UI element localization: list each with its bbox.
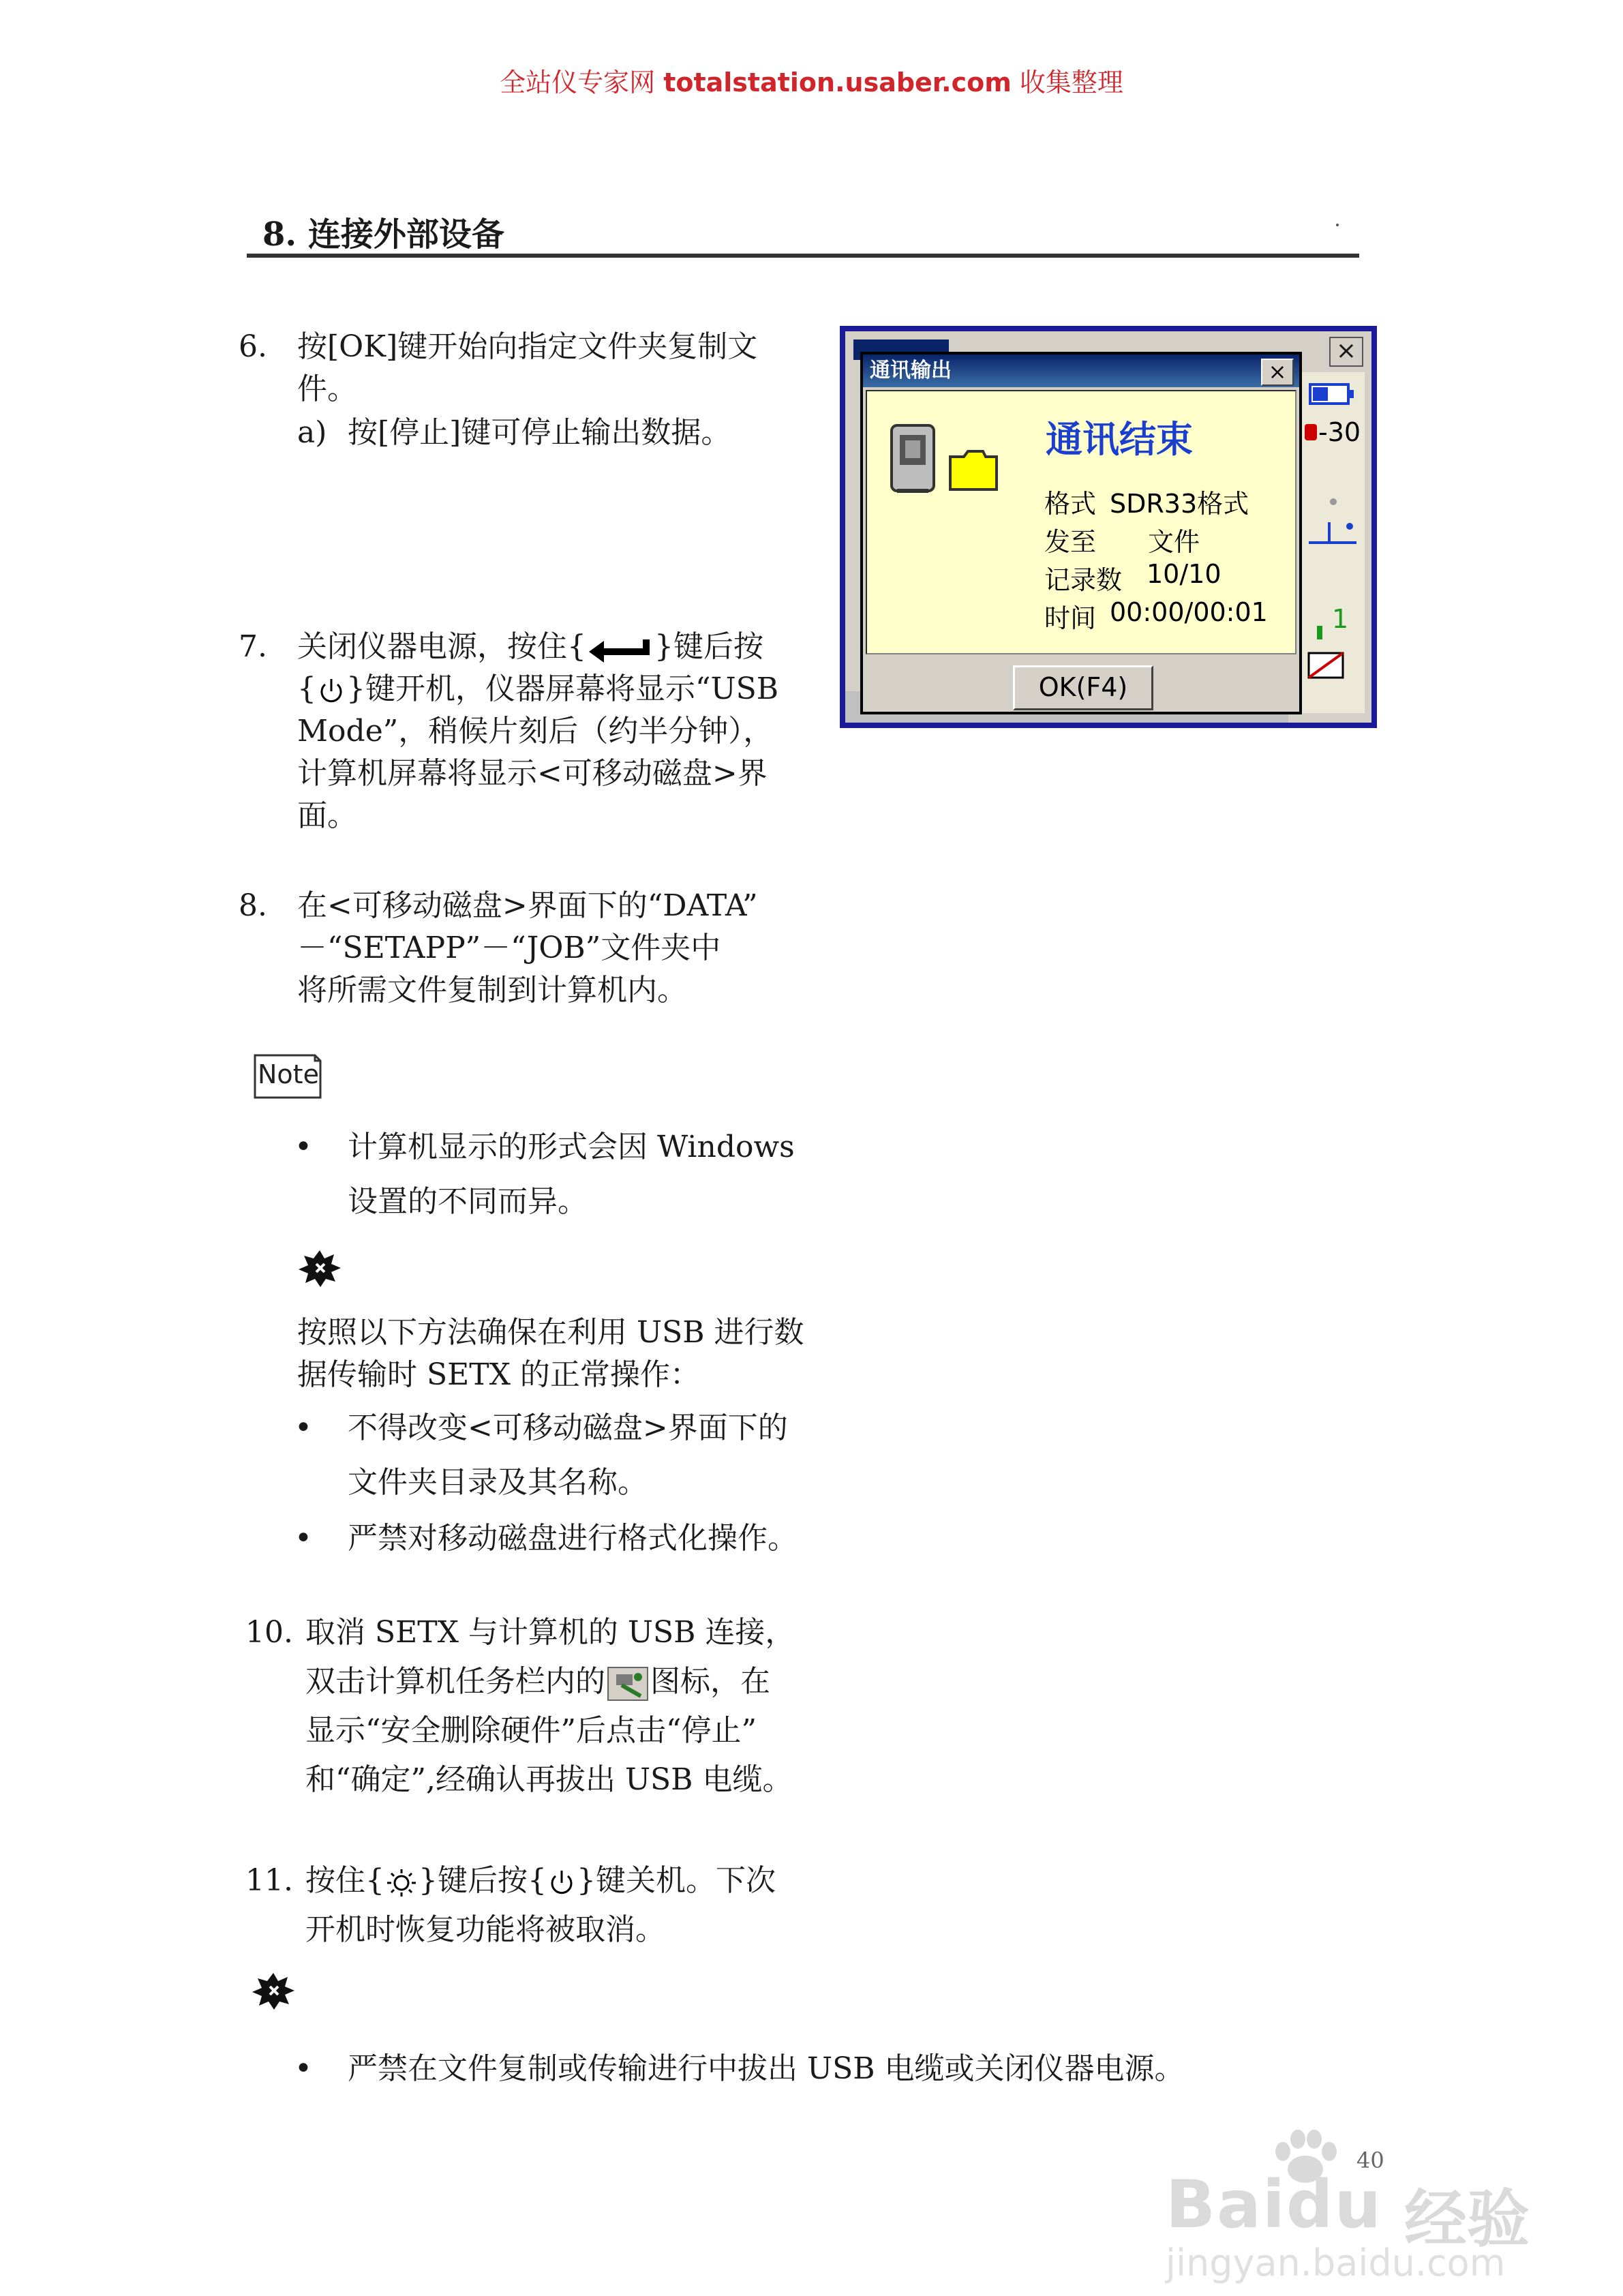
step-7-line1a: 关闭仪器电源，按住{ bbox=[297, 629, 586, 664]
caution-1-bullet-1-line1: 不得改变<可移动磁盘>界面下的 bbox=[348, 1410, 788, 1445]
row-format bbox=[1044, 483, 1249, 520]
card-icon bbox=[1309, 653, 1343, 678]
step-7-number: 7. bbox=[239, 629, 267, 664]
caution-2-bullet-1: 严禁在文件复制或传输进行中拔出 USB 电缆或关闭仪器电源。 bbox=[348, 2051, 1185, 2086]
caution-2-bullet-1-dot: • bbox=[294, 2051, 312, 2086]
step-7-line2b: }键开机，仪器屏幕将显示“USB bbox=[346, 671, 779, 706]
row-time-value: 00:00/00:01 bbox=[1110, 597, 1268, 627]
row-format-value: SDR33格式 bbox=[1110, 489, 1249, 519]
step-10-line3: 显示“安全删除硬件”后点击“停止” bbox=[305, 1713, 757, 1748]
ok-button[interactable]: OK(F4) bbox=[1013, 665, 1153, 710]
step-7-line2a: { bbox=[297, 671, 316, 706]
power-icon bbox=[547, 1868, 577, 1898]
safely-remove-hardware-icon bbox=[605, 1665, 650, 1703]
step-7-line2 bbox=[297, 668, 778, 710]
step-11-line1a: 按住{ bbox=[305, 1863, 384, 1898]
caution-1-bullet-2-dot: • bbox=[294, 1521, 312, 1556]
dialog-body bbox=[866, 390, 1296, 654]
caution-icon bbox=[296, 1248, 344, 1290]
status-side-panel bbox=[1301, 372, 1365, 713]
step-11-number: 11. bbox=[245, 1863, 293, 1898]
step-10-line1: 取消 SETX 与计算机的 USB 连接， bbox=[305, 1615, 795, 1650]
watermark-brand bbox=[1166, 2166, 1382, 2243]
watermark-url: jingyan.baidu.com bbox=[1166, 2241, 1506, 2284]
step-10-line2a: 双击计算机任务栏内的 bbox=[305, 1664, 605, 1699]
caution-1-bullet-2: 严禁对移动磁盘进行格式化操作。 bbox=[348, 1521, 798, 1556]
dialog-close-icon[interactable]: × bbox=[1261, 359, 1294, 386]
site-header bbox=[0, 61, 1623, 99]
caution-1-bullet-1-line2: 文件夹目录及其名称。 bbox=[348, 1465, 648, 1500]
step-6-sub-label: a) bbox=[297, 415, 327, 450]
step-11-line1c: }键关机。下次 bbox=[577, 1863, 776, 1898]
row-records-value: 10/10 bbox=[1147, 559, 1222, 589]
step-7-line1b: }键后按 bbox=[654, 629, 763, 664]
caution-icon bbox=[249, 1970, 297, 2012]
header-domain: totalstation.usaber.com bbox=[663, 67, 1012, 97]
step-7-line5: 面。 bbox=[297, 798, 357, 833]
row-records-label: 记录数 bbox=[1044, 565, 1123, 595]
step-11-line2: 开机时恢复功能将被取消。 bbox=[305, 1912, 665, 1947]
step-6-number: 6. bbox=[239, 329, 267, 364]
chapter-rule bbox=[247, 254, 1359, 258]
step-7-line4: 计算机屏幕将显示<可移动磁盘>界 bbox=[297, 756, 768, 791]
watermark-brand-part1: Bai bbox=[1166, 2166, 1286, 2243]
device-inner bbox=[845, 331, 1371, 723]
power-icon bbox=[316, 676, 346, 706]
step-8-line3: 将所需文件复制到计算机内。 bbox=[297, 973, 687, 1008]
header-prefix: 全站仪专家网 bbox=[500, 67, 664, 97]
chapter-title: 8. 连接外部设备 bbox=[262, 215, 504, 254]
tilt-icon bbox=[1309, 522, 1356, 543]
note-bullet-1-dot: • bbox=[294, 1130, 312, 1164]
step-8-line1: 在<可移动磁盘>界面下的“DATA” bbox=[297, 888, 758, 923]
note-bullet-1-line1: 计算机显示的形式会因 Windows bbox=[348, 1130, 795, 1164]
dialog-title: 通讯输出 bbox=[863, 354, 1299, 387]
instrument-folder-icon bbox=[888, 419, 1003, 500]
step-11-line1 bbox=[305, 1860, 776, 1902]
step-7-line1 bbox=[297, 626, 763, 668]
enter-key-icon bbox=[586, 635, 654, 663]
step-8-line2: －“SETAPP”－“JOB”文件夹中 bbox=[297, 931, 721, 965]
step-10-line2b: 图标，在 bbox=[650, 1664, 770, 1699]
watermark-brand-part2: du bbox=[1286, 2166, 1382, 2243]
signal-icon bbox=[1317, 626, 1322, 639]
step-7-line3: Mode”，稍候片刻后（约半分钟）， bbox=[297, 714, 774, 749]
step-11-line1b: }键后按{ bbox=[419, 1863, 547, 1898]
note-bullet-1-line2: 设置的不同而异。 bbox=[348, 1184, 588, 1219]
row-send-to bbox=[1044, 521, 1200, 558]
row-time bbox=[1044, 597, 1268, 635]
step-10-line2 bbox=[305, 1661, 770, 1703]
step-6-line1: 按[OK]键开始向指定文件夹复制文 bbox=[297, 329, 758, 364]
step-8-number: 8. bbox=[239, 888, 267, 923]
caution-1-intro-line2: 据传输时 SETX 的正常操作： bbox=[297, 1357, 700, 1392]
dialog-heading: 通讯结束 bbox=[1046, 418, 1193, 461]
prism-constant-icon bbox=[1305, 424, 1317, 440]
row-send-to-value: 文件 bbox=[1148, 527, 1200, 557]
background-close-icon[interactable]: × bbox=[1329, 337, 1363, 367]
side-value: -30 bbox=[1318, 417, 1361, 447]
caution-1-bullet-1-dot: • bbox=[294, 1410, 312, 1445]
caution-1-intro-line1: 按照以下方法确保在利用 USB 进行数 bbox=[297, 1315, 804, 1350]
row-send-to-label: 发至 bbox=[1044, 527, 1097, 557]
illumination-icon bbox=[384, 1868, 419, 1898]
row-time-label: 时间 bbox=[1044, 603, 1097, 633]
step-6-line2: 件。 bbox=[297, 372, 357, 406]
step-6-sub-text: 按[停止]键可停止输出数据。 bbox=[348, 415, 731, 450]
page-number: 40 bbox=[1356, 2147, 1384, 2173]
step-10-line4: 和“确定”,经确认再拔出 USB 电缆。 bbox=[305, 1762, 793, 1797]
header-suffix: 收集整理 bbox=[1011, 67, 1123, 97]
row-records bbox=[1044, 559, 1222, 596]
battery-icon bbox=[1310, 384, 1354, 404]
side-small-value: 1 bbox=[1332, 604, 1349, 634]
comm-output-dialog bbox=[860, 352, 1302, 714]
tilt-dot-icon bbox=[1330, 498, 1337, 505]
note-icon bbox=[252, 1053, 323, 1100]
step-10-number: 10. bbox=[245, 1615, 293, 1650]
watermark-cn: 经验 bbox=[1404, 2183, 1530, 2256]
device-screen bbox=[840, 326, 1377, 728]
row-format-label: 格式 bbox=[1044, 489, 1097, 519]
note-icon-label: Note bbox=[258, 1059, 319, 1089]
rule-dot bbox=[1336, 224, 1339, 226]
